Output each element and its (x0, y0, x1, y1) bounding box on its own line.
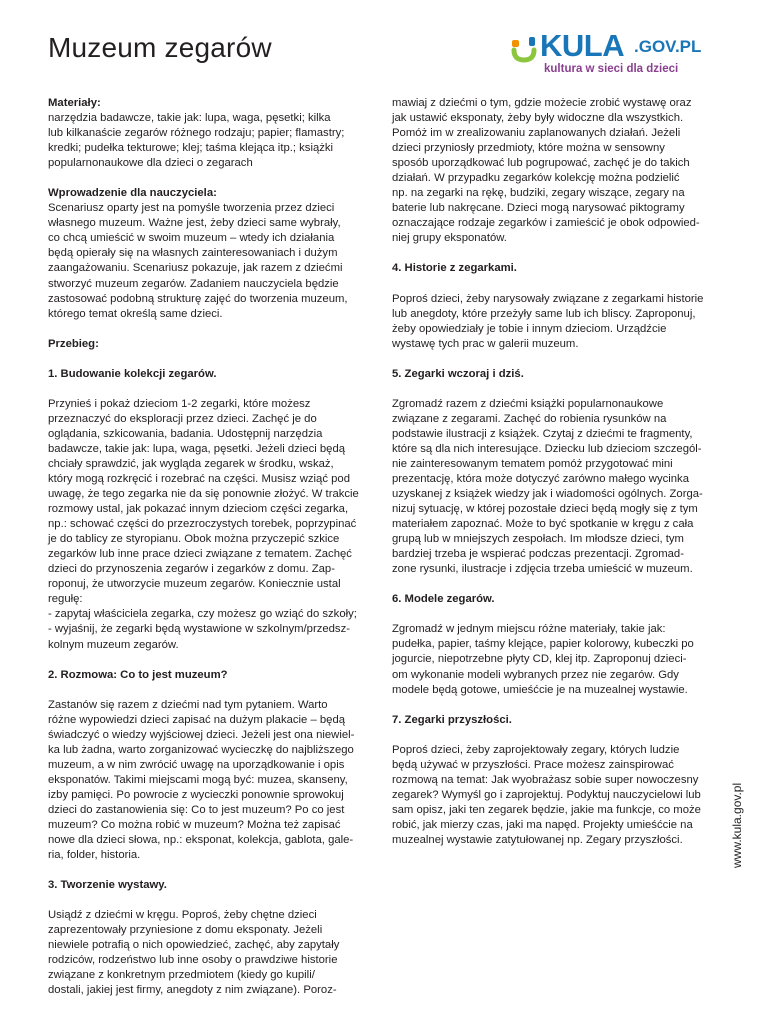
section-2-text: Zastanów się razem z dziećmi nad tym pytaniem. Warto różne wypowiedzi dzieci zapisać na dużym plakacie – będą świadczyć o wiedzy wyjściowej dzieci. Jeżeli jest ona niewiel- ka lub żadna, warto zorganizować wycieczkę do najbliższego muzeum, a w nim zwrócić uwagę na uporządkowanie i opis eksponatów. Takimi miejscami mogą być: muzea, skanseny, izby pamięci. Po powrocie z wycieczki ponownie sprowokuj dzieci do zastanowienia się: Co to jest muzeum? Po co jest muzeum? Co można robić w muzeum? Można też zapisać nowe dla dzieci słowa, np.: eksponat, kolekcja, gablota, gale- ria, folder, historia. (48, 698, 355, 862)
section-7-text: Poproś dzieci, żeby zaprojektowały zegary, których ludzie będą używać w przyszłości. Prace możesz zainspirować rozmową na temat: Jak wyobrażasz sobie super nowoczesny zegarek? Wymyśl go i zaprojektuj. Podyktuj nauczycielowi lub sam opisz, jaki ten zegarek będzie, jakie ma funkcje, co może robić, jak mierzy czas, jaki ma napęd. Projekty umieśćcie na muzealnej wystawie zatytułowanej np. Zegary przyszłości. (392, 743, 701, 846)
course-label: Przebieg: (48, 337, 99, 350)
section-3-text: Usiądź z dziećmi w kręgu. Poproś, żeby chętne dzieci zaprezentowały przyniesione z domu eksponaty. Jeżeli niewiele potrafią o nich opowiedzieć, zachęć, aby zapytały rodziców, rodzeństwo lub inne osoby o prawdziwe historie związane z konkretnym przedmiotem (kiedy go kupili/ dostali, jakiej jest firmy, anegdoty z nim związane). Poroz- (48, 909, 340, 997)
intro-label: Wprowadzenie dla nauczyciela: (48, 187, 217, 200)
intro-text: Scenariusz oparty jest na pomyśle tworzenia przez dzieci własnego muzeum. Ważne jest, żeby dzieci same wybrały, co chcą umieścić w swoim muzeum – wtedy ich działania będą opierały się na własnych zainteresowaniach i dużym zaangażowaniu. Scenariusz pokazuje, jak razem z dziećmi stworzyć muzeum zegarów. Zadaniem nauczyciela będzie zastosować podobną strukturę zajęć do tworzenia muzeum, którego temat określą same dzieci. (48, 202, 348, 320)
section-3-title: 3. Tworzenie wystawy. (48, 879, 167, 892)
logo-domain: .GOV.PL (634, 37, 702, 56)
materials-text: narzędzia badawcze, takie jak: lupa, waga, pęsetki; kilka lub kilkanaście zegarów różnego rodzaju; papier; flamastry; kredki; pudełka tekturowe; klej; taśma klejąca itp.; książki popularnonaukowe dla dzieci o zegarach (48, 112, 345, 170)
section-1-title: 1. Budowanie kolekcji zegarów. (48, 367, 217, 380)
kula-logo-mark-icon (510, 34, 540, 64)
section-1-text: Przynieś i pokaż dzieciom 1-2 zegarki, które możesz przeznaczyć do eksploracji przez dzieci. Zachęć je do oglądania, szkicowania, badania. Udostępnij narzędzia badawcze, takie jak: lupa, waga, pęsetki. Jeżeli dzieci będą chciały sprawdzić, jak wygląda zegarek w środku, wskaż, który mogą rozkręcić i rozebrać na części. Musisz wziąć pod uwagę, że tego zegarka nie da się ponownie złożyć. W trakcie rozmowy ustal, jak pokazać innym dzieciom części zegarka, np.: schować części do przezroczystych torebek, poprzypinać je do tablicy ze styropianu. Obok można przyczepić szkice zegarków lub inne prace dzieci związane z tematem. Zachęć dzieci do przynoszenia zegarów i zegarków z domu. Zap- roponuj, że utworzycie muzeum zegarów. Koniecznie ustal regułę: - zapytaj właściciela zegarka, czy możesz go wziąć do szkoły; - wyjaśnij, że zegarki będą wystawione w szkolnym/przedsz- kolnym muzeum zegarów. (48, 397, 359, 651)
logo-brand: KULA (540, 28, 625, 63)
section-4-title: 4. Historie z zegarkami. (392, 262, 517, 275)
left-column (48, 96, 386, 1013)
section-7-title: 7. Zegarki przyszłości. (392, 713, 512, 726)
logo-tagline: kultura w sieci dla dzieci (544, 63, 679, 75)
section-5-title: 5. Zegarki wczoraj i dziś. (392, 367, 524, 380)
site-watermark: www.kula.gov.pl (730, 782, 744, 868)
materials-label: Materiały: (48, 97, 101, 109)
right-column (392, 96, 730, 863)
materials-section (48, 96, 386, 171)
intro-section (48, 186, 386, 321)
section-6-title: 6. Modele zegarów. (392, 593, 495, 606)
page-title: Muzeum zegarów (48, 32, 272, 63)
kula-logo (510, 28, 730, 76)
section-4-text: Poproś dzieci, żeby narysowały związane z zegarkami historie lub anegdoty, które przeżyły same lub ich bliscy. Zaproponuj, żeby opowiedziały je tobie i innym dzieciom. Urządźcie wystawę tych prac w galerii muzeum. (392, 292, 704, 350)
section-5-text: Zgromadź razem z dziećmi książki popularnonaukowe związane z zegarami. Zachęć do robienia rysunków na podstawie ilustracji z książek. Czytaj z dziećmi te fragmenty, które są dla nich interesujące. Dziecku lub dzieciom szczegól- nie zainteresowanym tematem pomóż przygotować mini prezentację, która może dotyczyć zarówno małego wycinka uzyskanej z książek wiedzy jak i wiadomości ogólnych. Zorga- nizuj sytuację, w której pozostałe dzieci będą mogły się z tym materiałem zapoznać. Może to być spotkanie w kręgu z cała grupą lub w mniejszych zespołach. Im młodsze dzieci, tym bardziej trzeba je wspierać podczas prezentacji. Zgromad- zone rysunki, ilustracje i zdjęcia trzeba umieścić w muzeum. (392, 397, 703, 576)
section-6-text: Zgromadź w jednym miejscu różne materiały, takie jak: pudełka, papier, taśmy klejące, papier kolorowy, kubeczki po jogurcie, niepotrzebne płyty CD, klej itp. Zaproponuj dzieci- om wykonanie modeli wybranych przez nie zegarów. Gdy modele będą gotowe, umieśćcie je na muzealnej wystawie. (392, 623, 694, 696)
section-2-title: 2. Rozmowa: Co to jest muzeum? (48, 668, 228, 681)
section-3-continued: mawiaj z dziećmi o tym, gdzie możecie zrobić wystawę oraz jak ustawić eksponaty, żeby były widoczne dla wszystkich. Pomóż im w zrealizowaniu zaplanowanych działań. Jeżeli dzieci przyniosły przedmioty, które można w sensowny sposób uporządkować lub pogrupować, zachęć je do takich działań. W przypadku zegarków kolekcję można podzielić np. na zegarki na rękę, budziki, zegary wiszące, zegary na baterie lub nakręcane. Dzieci mogą narysować piktogramy oznaczające rodzaje zegarków i zamieścić je obok odpowied- niej grupy eksponatów. (392, 97, 700, 245)
